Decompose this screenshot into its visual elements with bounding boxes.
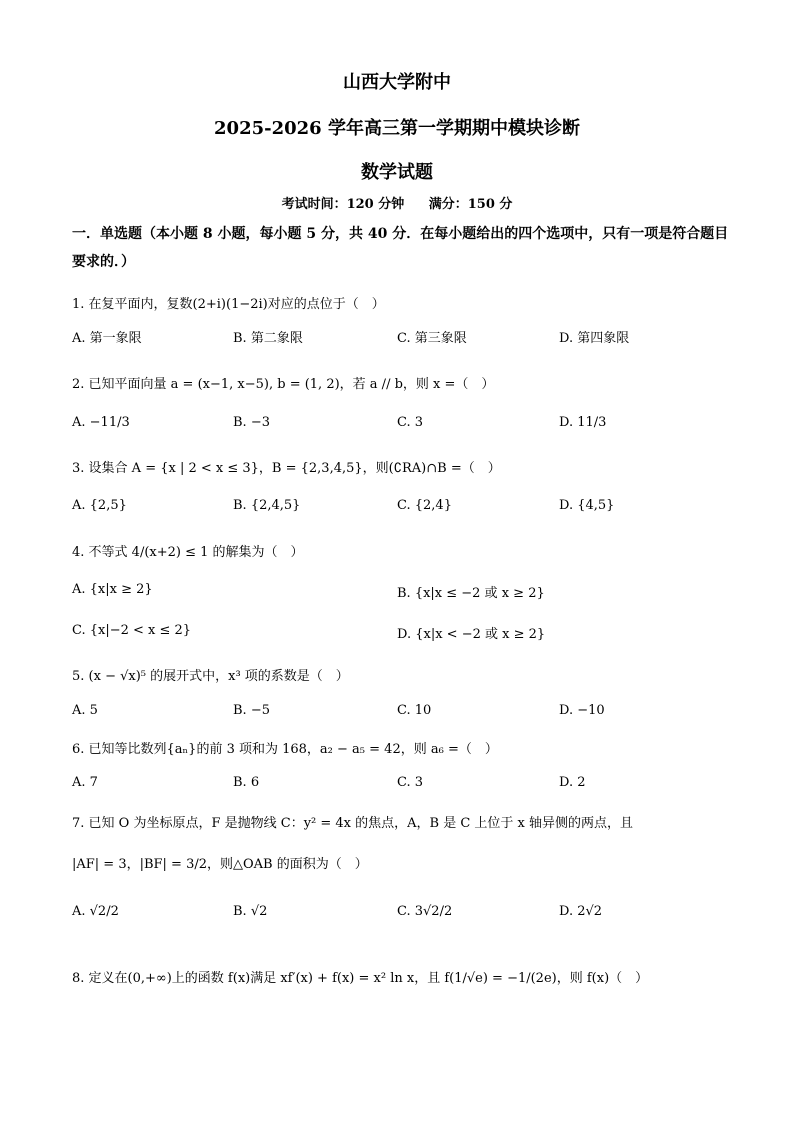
question-6-options — [72, 775, 732, 799]
question-3-options — [72, 498, 732, 522]
option-c: C. {2,4} — [397, 498, 452, 513]
option-a: A. {x|x ≥ 2} — [72, 582, 153, 597]
question-7-options — [72, 904, 732, 928]
option-b: B. {x|x ≤ −2 或 x ≥ 2} — [397, 586, 545, 601]
option-d: D. 11/3 — [559, 415, 607, 430]
question-7-stem: 7. 已知 O 为坐标原点，F 是抛物线 C：y² = 4x 的焦点，A，B 是 C 上位于 x 轴异侧的两点，且 — [72, 816, 634, 831]
option-a: A. {2,5} — [72, 498, 127, 513]
question-6-stem: 6. 已知等比数列{aₙ}的前 3 项和为 168，a₂ − a₅ = 42，则 a₆ =（ ） — [72, 742, 498, 757]
option-d: D. 第四象限 — [559, 331, 630, 346]
question-4-stem: 4. 不等式 4/(x+2) ≤ 1 的解集为（ ） — [72, 545, 304, 560]
question-3-stem: 3. 设集合 A = {x | 2 < x ≤ 3}，B = {2,3,4,5}，则(∁RA)∩B =（ ） — [72, 461, 501, 476]
exam-score: 满分：150 分 — [428, 197, 513, 212]
question-5-options — [72, 703, 732, 727]
option-b: B. {2,4,5} — [233, 498, 301, 513]
option-d: D. 2 — [559, 775, 586, 790]
option-c: C. {x|−2 < x ≤ 2} — [72, 623, 192, 638]
option-b: B. −5 — [233, 703, 270, 718]
question-7-stem-line2: |AF| = 3，|BF| = 3/2，则△OAB 的面积为（ ） — [72, 857, 368, 872]
option-c: C. 3 — [397, 775, 424, 790]
question-8-stem: 8. 定义在(0,+∞)上的函数 f(x)满足 xf′(x) + f(x) = x² ln x，且 f(1/√e) = −1/(2e)，则 f(x)（ ） — [72, 971, 649, 986]
subject-title: 数学试题 — [361, 162, 433, 183]
question-4-options-row2 — [72, 623, 732, 647]
option-d: D. {4,5} — [559, 498, 615, 513]
question-5-stem: 5. (x − √x)⁵ 的展开式中，x³ 项的系数是（ ） — [72, 669, 349, 684]
exam-meta — [0, 193, 794, 212]
option-a: A. 7 — [72, 775, 98, 790]
option-d: D. 2√2 — [559, 904, 603, 919]
exam-title: 2025-2026 学年高三第一学期期中模块诊断 — [214, 118, 580, 139]
school-title: 山西大学附中 — [343, 72, 451, 93]
option-b: B. √2 — [233, 904, 268, 919]
option-c: C. 3√2/2 — [397, 904, 453, 919]
option-b: B. −3 — [233, 415, 270, 430]
option-d: D. −10 — [559, 703, 605, 718]
option-b: B. 第二象限 — [233, 331, 303, 346]
option-c: C. 3 — [397, 415, 424, 430]
question-1-stem: 1. 在复平面内，复数(2+i)(1−2i)对应的点位于（ ） — [72, 297, 385, 312]
option-d: D. {x|x < −2 或 x ≥ 2} — [397, 627, 546, 642]
option-a: A. 第一象限 — [72, 331, 142, 346]
option-a: A. √2/2 — [72, 904, 119, 919]
option-b: B. 6 — [233, 775, 260, 790]
option-c: C. 第三象限 — [397, 331, 467, 346]
question-4-options-row1 — [72, 582, 732, 606]
option-c: C. 10 — [397, 703, 432, 718]
question-2-stem: 2. 已知平面向量 a = (x−1, x−5), b = (1, 2)，若 a // b，则 x =（ ） — [72, 377, 495, 392]
option-a: A. −11/3 — [72, 415, 130, 430]
question-1-options — [72, 327, 732, 351]
option-a: A. 5 — [72, 703, 98, 718]
exam-time: 考试时间：120 分钟 — [281, 197, 405, 212]
question-2-options — [72, 415, 732, 439]
section-title: 一．单选题（本小题 8 小题，每小题 5 分，共 40 分．在每小题给出的四个选项中，只有一项是符合题目要求的．） — [72, 226, 729, 270]
